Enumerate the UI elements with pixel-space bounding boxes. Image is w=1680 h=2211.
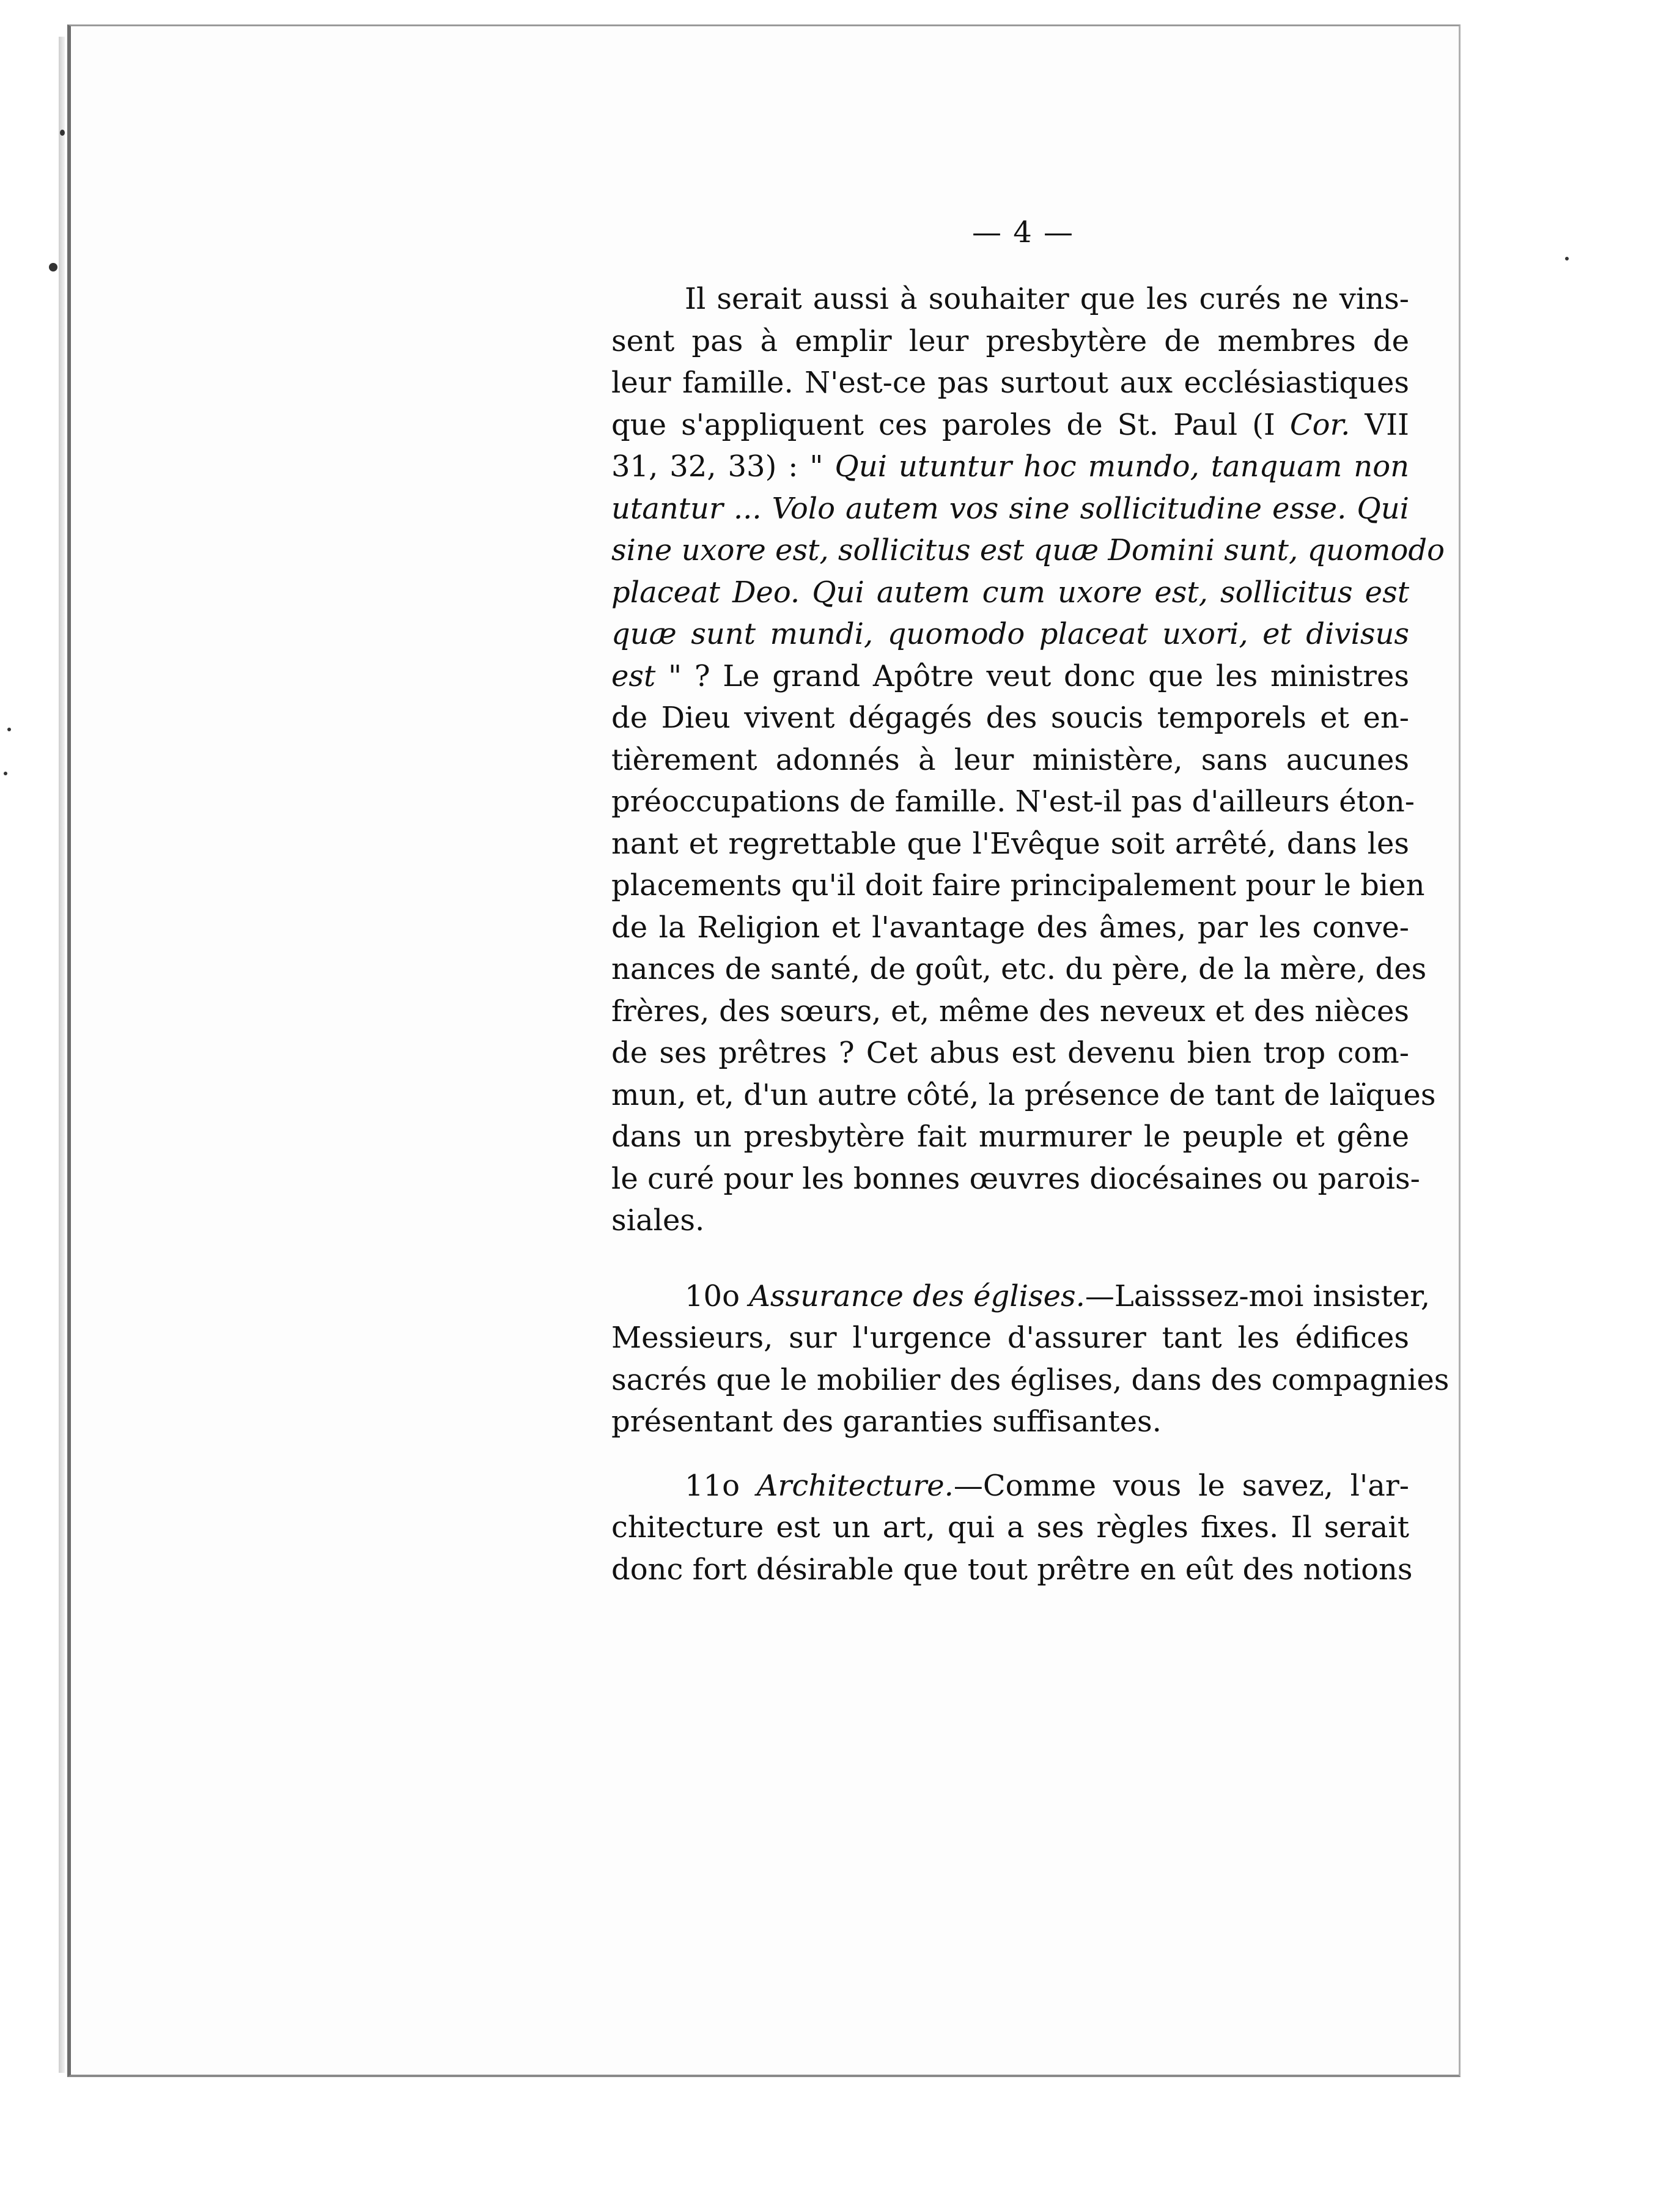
text-column [611,278,1450,1590]
text-segment: donc fort désirable que tout prêtre en eût des notions [611,1552,1413,1587]
italic-text: quæ sunt mundi, quomodo placeat uxori, et divisus [611,617,1409,651]
text-segment: préoccupations de famille. N'est-il pas d'ailleurs éton- [611,784,1415,819]
text-line [611,823,1409,865]
text-line [611,948,1427,991]
text-segment: sent pas à emplir leur presbytère de membres de [611,323,1409,358]
text-segment: Messieurs, sur l'urgence d'assurer tant les édifices [611,1321,1409,1355]
text-line [611,1158,1420,1200]
text-segment: 31, 32, 33) : " [611,449,835,484]
text-segment: présentant des garanties suffisantes. [611,1404,1162,1439]
italic-text: Cor. [1289,407,1350,442]
paragraph-assurance-des-eglises [611,1275,1450,1443]
scan-speck [7,728,11,731]
text-segment: 11o [685,1468,757,1503]
text-line [611,655,1409,698]
text-segment: frères, des sœurs, et, même des neveux et des nièces [611,994,1409,1028]
text-line [611,1032,1409,1074]
text-segment: que s'appliquent ces paroles de St. Paul (I [611,407,1290,442]
text-segment: dans un presbytère fait murmurer le peuple et gêne [611,1120,1409,1154]
italic-text: placeat Deo. Qui autem cum uxore est, sollicitus est [611,575,1409,610]
scan-speck [1565,257,1569,260]
text-segment: —Laisssez-moi insister, [1085,1279,1431,1313]
text-segment: leur famille. N'est-ce pas surtout aux ecclésiastiques [611,366,1409,400]
text-line [611,278,1409,320]
page-edge-shadow [59,37,65,2073]
text-line [611,572,1409,614]
text-segment: siales. [611,1203,705,1238]
text-segment: nances de santé, de goût, etc. du père, de la mère, des [611,952,1427,986]
text-segment: —Comme vous le savez, l'ar- [953,1468,1410,1503]
text-line [611,739,1409,781]
text-line [611,697,1409,739]
text-segment: de Dieu vivent dégagés des soucis temporels et en- [611,701,1409,735]
scan-speck [4,772,7,775]
text-line [611,1359,1450,1401]
italic-text: sine uxore est, sollicitus est quæ Domini sunt, quomodo [611,533,1445,567]
text-line [611,991,1409,1033]
text-line [611,865,1425,907]
text-segment: sacrés que le mobilier des églises, dans des compagnies [611,1362,1450,1397]
text-segment: de ses prêtres ? Cet abus est devenu bien trop com- [611,1036,1409,1070]
text-line [611,1465,1409,1507]
paragraph-presbytere [611,278,1445,1242]
text-line [611,320,1409,363]
text-segment: " ? Le grand Apôtre veut donc que les ministres [655,659,1409,693]
text-segment: tièrement adonnés à leur ministère, sans aucunes [611,742,1409,777]
italic-text: Assurance des églises. [749,1279,1085,1313]
text-line [611,362,1409,404]
text-segment: placements qu'il doit faire principalement pour le bien [611,868,1425,902]
text-line [611,907,1409,949]
page-number: — 4 — [972,215,1075,249]
text-segment: de la Religion et l'avantage des âmes, par les conve- [611,910,1409,945]
text-line [611,1200,1409,1242]
text-segment: nant et regrettable que l'Evêque soit arrêté, dans les [611,826,1409,861]
text-line [611,1549,1413,1591]
text-segment: VII [1350,407,1410,442]
text-segment: 10o [685,1279,750,1313]
text-segment: mun, et, d'un autre côté, la présence de tant de laïques [611,1077,1436,1112]
italic-text: est [611,659,656,693]
text-line [611,1401,1409,1443]
text-segment: le curé pour les bonnes œuvres diocésaines ou parois- [611,1161,1420,1196]
italic-text: Qui utuntur hoc mundo, tanquam non [834,449,1409,484]
text-segment: chitecture est un art, qui a ses règles fixes. Il serait [611,1510,1409,1545]
text-line [611,1317,1409,1359]
scan-speck [49,263,57,271]
text-line [611,404,1409,446]
scan-speck [60,130,65,136]
text-segment: Il serait aussi à souhaiter que les curés ne vins- [685,282,1409,316]
paragraph-architecture [611,1465,1413,1591]
text-line [611,446,1409,488]
text-line [611,488,1409,530]
text-line [611,613,1409,655]
italic-text: Architecture. [756,1468,954,1503]
text-line [611,1116,1409,1158]
text-line [611,1507,1409,1549]
italic-text: utantur ... Volo autem vos sine sollicitudine esse. Qui [611,491,1409,526]
text-line [611,781,1415,823]
text-line [611,1275,1431,1318]
text-line [611,1074,1436,1117]
text-line [611,530,1445,572]
